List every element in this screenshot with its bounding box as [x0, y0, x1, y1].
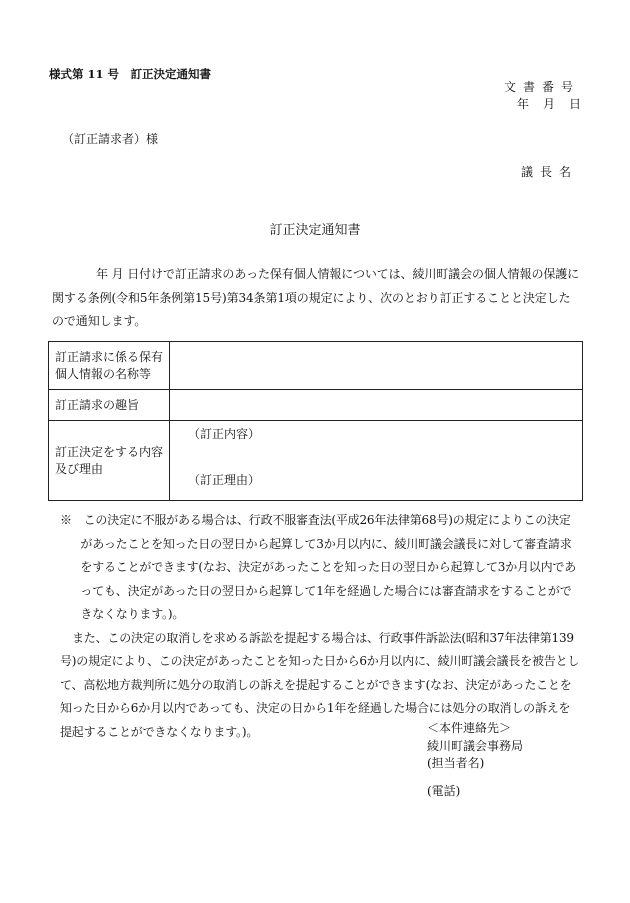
correction-table — [48, 341, 583, 501]
table-row — [49, 390, 583, 421]
correction-reason-label: （訂正理由） — [188, 473, 261, 487]
row-value-purpose — [170, 390, 583, 421]
sender-name: 議長名 — [520, 165, 578, 179]
date-label: 年 月 日 — [516, 97, 582, 111]
recipient: （訂正請求者）様 — [62, 132, 159, 146]
form-id: 様式第 11 号 訂正決定通知書 — [49, 67, 212, 81]
contact-heading: ＜本件連絡先＞ — [427, 721, 512, 735]
contact-phone: (電話) — [427, 783, 461, 798]
contact-office: 綾川町議会事務局 — [427, 738, 524, 753]
row-value-decision — [170, 421, 583, 501]
correction-content-label: （訂正内容） — [188, 427, 261, 441]
contact-person: (担当者名) — [427, 756, 485, 770]
note-paragraph-lawsuit: また、この決定の取消しを求める訴訟を提起する場合は、行政事件訴訟法(昭和37年法律第139号)の規定により、この決定があったことを知った日から6か月以内に、綾川町議会議長を被告として、高松地方裁判所に処分の取消しの訴えを提起することができます(なお、決定があったことを知った日から6か月以内であっても、決定の日から1年を経過した場合には処分の取消しの訴えを提起することができなくなります。)。 — [60, 630, 580, 739]
body-paragraph: 年 月 日付けで訂正請求のあった保有個人情報については、綾川町議会の個人情報の保護に関する条例(令和5年条例第15号)第34条第1項の規定により、次のとおり訂正することと決定したので通知します。 — [52, 267, 580, 328]
document-number-label: 文書番号 — [503, 80, 580, 94]
appeal-notes — [60, 509, 582, 744]
document-title: 訂正決定通知書 — [269, 223, 361, 238]
contact-block — [427, 720, 523, 800]
table-row — [49, 421, 583, 501]
note-paragraph-review: ※ この決定に不服がある場合は、行政不服審査法(平成26年法律第68号)の規定によりこの決定があったことを知った日の翌日から起算して3か月以内に、綾川町議会議長に対して審査請求をすることができます(なお、決定があったことを知った日の翌日から起算して3か月以内であっても、決定があった日の翌日から起算して1年を経過した場合には審査請求をすることができなくなります。)。 — [60, 513, 576, 621]
row-label-info-name: 訂正請求に係る保有個人情報の名称等 — [49, 342, 170, 390]
row-label-purpose: 訂正請求の趣旨 — [49, 390, 170, 421]
row-label-decision: 訂正決定をする内容及び理由 — [49, 421, 170, 501]
table-row — [49, 342, 583, 390]
row-value-info-name — [170, 342, 583, 390]
